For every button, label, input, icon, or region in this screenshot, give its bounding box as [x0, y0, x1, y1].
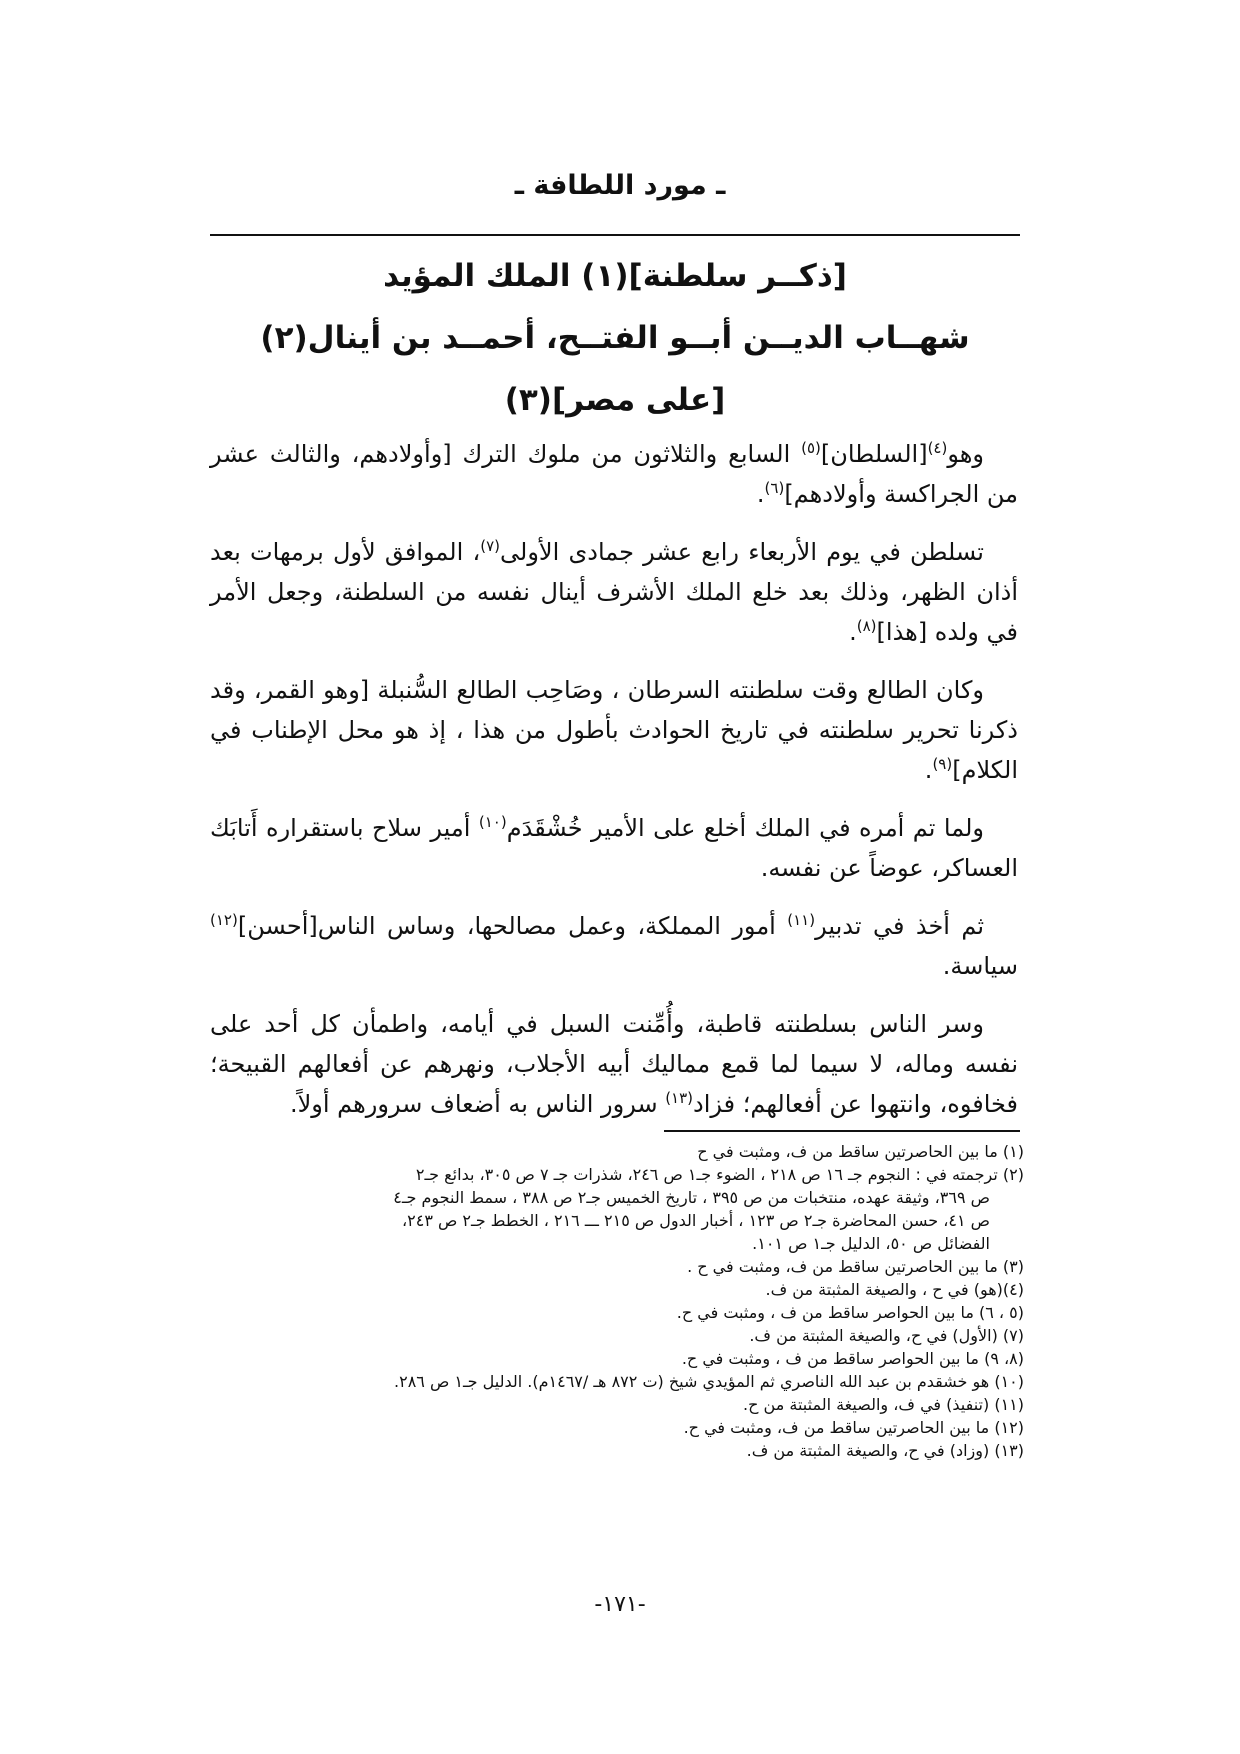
body-text: [210, 434, 1018, 1142]
footnote-marker: (٧): [480, 537, 501, 555]
paragraph: [210, 1004, 1018, 1124]
paragraph: [210, 808, 1018, 888]
paragraph-text: سرور الناس به أضعاف سرورهم أولاً.: [289, 1090, 666, 1118]
footnote: (١٠) هو خشقدم بن عبد الله الناصري ثم المؤيدي شيخ (ت ٨٧٢ هـ /١٤٦٧م). الدليل جـ١ ص ٢٨٦.: [394, 1372, 1024, 1391]
footnote-marker: (٩): [932, 755, 953, 773]
footnote: (١١) (تنفيذ) في ف، والصيغة المثبتة من ح.: [743, 1395, 1024, 1414]
header-rule: [210, 234, 1020, 236]
paragraph: [210, 670, 1018, 790]
paragraph-text: وكان الطالع وقت سلطنته السرطان ، وصَاحِب الطالع السُّنبلة [وهو القمر، وقد ذكرنا تحرير سلطنته في تاريخ الحوادث بأطول من هذا ، إذ هو محل الإطناب في الكلام]: [210, 676, 1018, 784]
footnote: (٥ ، ٦) ما بين الحواصر ساقط من ف ، ومثبت في ح.: [676, 1303, 1024, 1322]
footnote: (٢) ترجمته في : النجوم جـ ١٦ ص ٢١٨ ، الضوء جـ١ ص ٢٤٦، شذرات جـ ٧ ص ٣٠٥، بدائع جـ٢: [415, 1165, 1024, 1184]
paragraph-text: [السلطان]: [820, 440, 928, 468]
heading-title: [ذكــر سلطنة](١) الملك المؤيد: [383, 258, 847, 294]
footnote: (١٢) ما بين الحاصرتين ساقط من ف، ومثبت في ح.: [683, 1418, 1024, 1437]
paragraph-text: وهو: [947, 440, 984, 468]
paragraph-text: أمور المملكة، وعمل مصالحها، وساس الناس[أحسن]: [237, 912, 788, 940]
paragraph-text: ، الموافق لأول برمهات بعد أذان الظهر، وذلك بعد خلع الملك الأشرف أينال نفسه من السلطنة، وجعل الأمر في ولده [هذا]: [210, 538, 1018, 646]
paragraph-text: .: [849, 618, 857, 646]
footnotes: [210, 1140, 1024, 1462]
footnote: (١) ما بين الحاصرتين ساقط من ف، ومثبت في ح: [697, 1142, 1024, 1161]
footnote-continuation: ص ٤١، حسن المحاضرة جـ٢ ص ١٢٣ ، أخبار الدول ص ٢١٥ ـــ ٢١٦ ، الخطط جـ٢ ص ٢٤٣،: [401, 1211, 990, 1230]
footnote: (٨، ٩) ما بين الحواصر ساقط من ف ، ومثبت في ح.: [681, 1349, 1024, 1368]
footnote-marker: (٨): [856, 617, 877, 635]
paragraph-text: ثم أخذ في تدبير: [815, 912, 985, 940]
footnote: (٧) (الأول) في ح، والصيغة المثبتة من ف.: [749, 1326, 1024, 1345]
footnote-marker: (٤): [927, 439, 948, 457]
paragraph-text: وسر الناس بسلطنته قاطبة، وأُمِّنت السبل في أيامه، واطمأن كل أحد على نفسه وماله، لا سيما لما قمع مماليك أبيه الأجلاب، ونهرهم عن أفعالهم القبيحة؛ فخافوه، وانتهوا عن أفعالهم؛ فزاد: [210, 1010, 1018, 1118]
footnote-continuation: الفضائل ص ٥٠، الدليل جـ١ ص ١٠١.: [752, 1234, 990, 1253]
running-header: ـ مورد اللطافة ـ: [514, 170, 726, 201]
heading-location: [على مصر](٣): [504, 382, 726, 418]
paragraph-text: السابع والثلاثون من ملوك الترك [وأولادهم، والثالث عشر من الجراكسة وأولادهم]: [210, 440, 1018, 508]
footnote-continuation: ص ٣٦٩، وثيقة عهده، منتخبات من ص ٣٩٥ ، تاريخ الخميس جـ٢ ص ٣٨٨ ، سمط النجوم جـ٤: [393, 1188, 990, 1207]
footnote-marker: (١٠): [478, 813, 507, 831]
paragraph-text: ولما تم أمره في الملك أخلع على الأمير خُشْقَدَم: [506, 814, 984, 842]
paragraph: [210, 906, 1018, 986]
page-number: -١٧١-: [594, 1592, 646, 1617]
section-headings: [210, 248, 1020, 434]
footnote: (٣) ما بين الحاصرتين ساقط من ف، ومثبت في ح .: [687, 1257, 1024, 1276]
footnote-rule: [664, 1130, 1020, 1132]
footnote-marker: (١١): [787, 911, 816, 929]
paragraph-text: أمير سلاح باستقراره أَتابَك العساكر، عوضاً عن نفسه.: [210, 814, 1018, 882]
paragraph-text: .: [924, 756, 933, 784]
heading-subtitle: شهــاب الديــن أبــو الفتــح، أحمــد بن أينال(٢): [260, 320, 970, 356]
footnote-marker: (١٣): [665, 1089, 694, 1107]
footnote: (٤)(هو) في ح ، والصيغة المثبتة من ف.: [765, 1280, 1024, 1299]
footnote-marker: (١٢): [210, 911, 238, 929]
footnote: (١٣) (وزاد) في ح، والصيغة المثبتة من ف.: [746, 1441, 1024, 1460]
paragraph: [210, 434, 1018, 514]
footnote-marker: (٦): [764, 479, 785, 497]
paragraph-text: .: [756, 480, 765, 508]
paragraph-text: تسلطن في يوم الأربعاء رابع عشر جمادى الأولى: [500, 538, 984, 566]
paragraph: [210, 532, 1018, 652]
paragraph-text: سياسة.: [942, 952, 1018, 980]
footnote-marker: (٥): [801, 439, 821, 457]
